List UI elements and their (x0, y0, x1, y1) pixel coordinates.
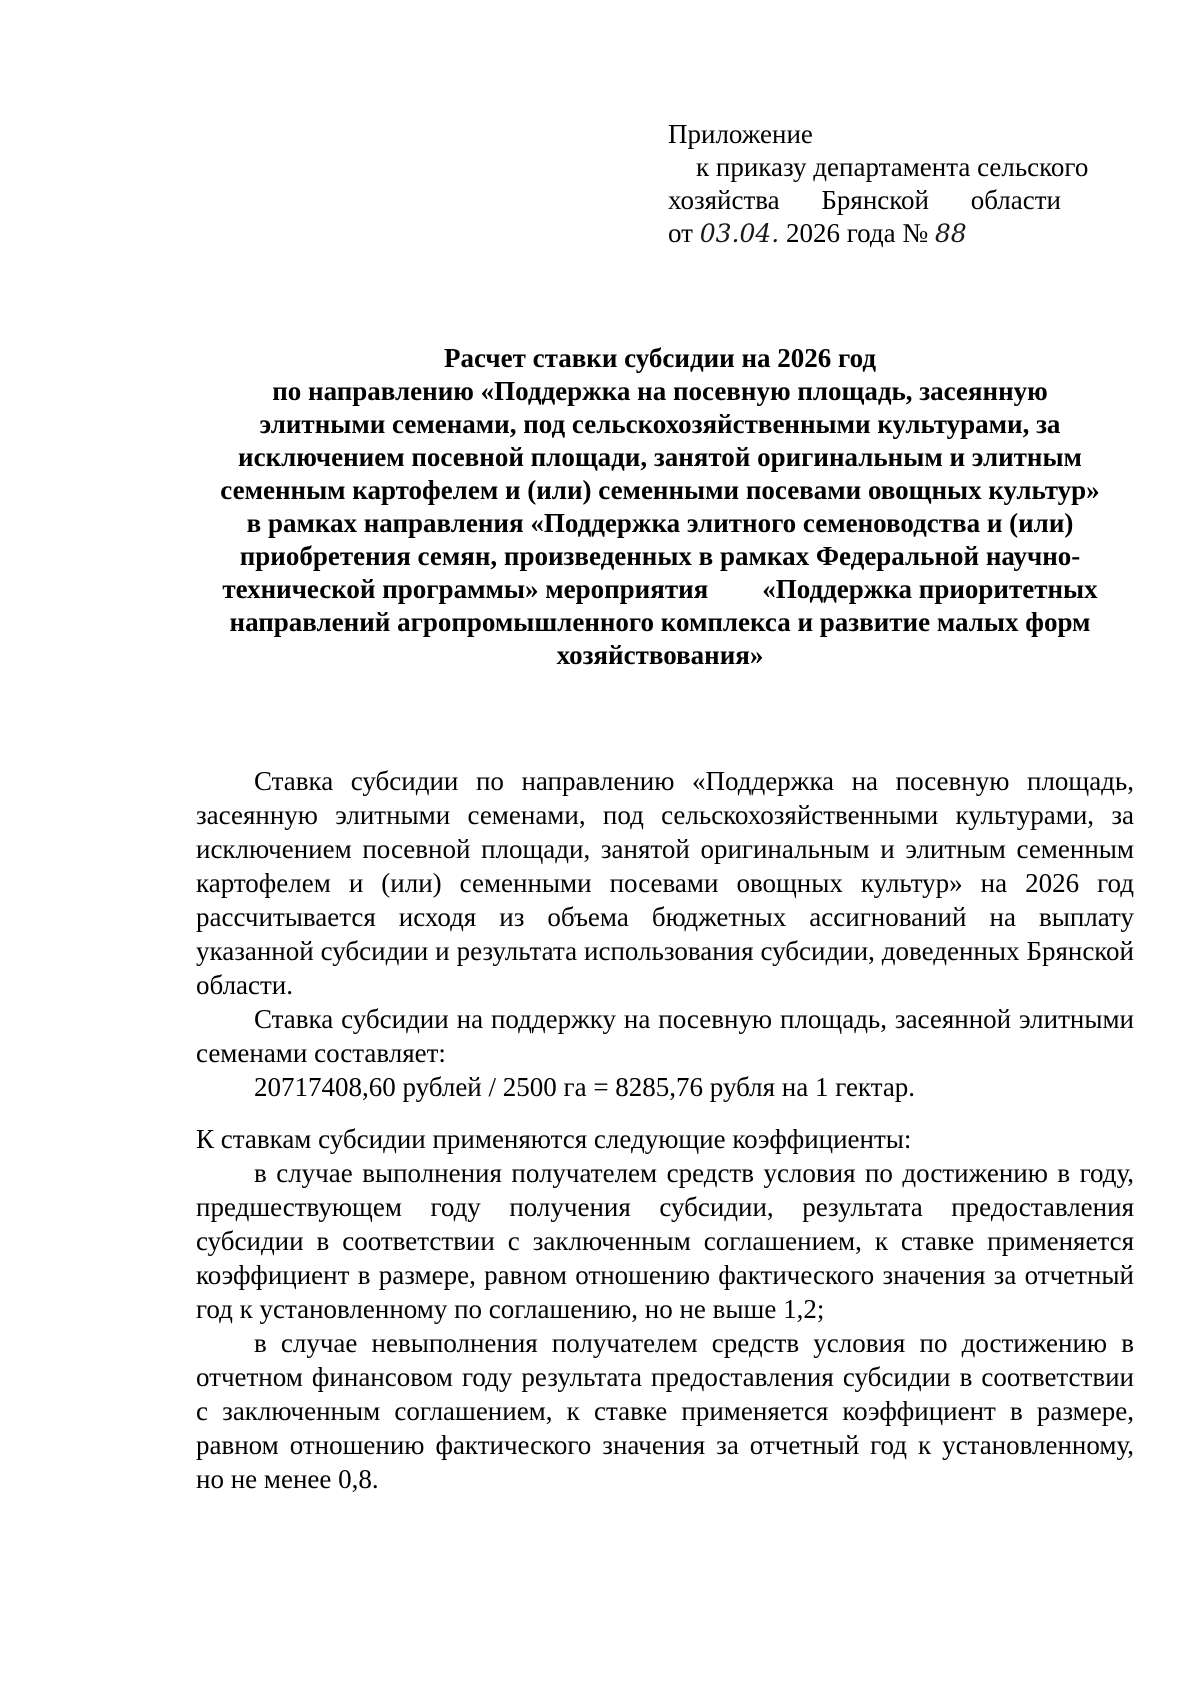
title-line-1: Расчет ставки субсидии на 2026 год (443, 343, 877, 373)
coefficients-intro: К ставкам субсидии применяются следующие коэффициенты: (196, 1124, 912, 1154)
rate-formula: 20717408,60 рублей / 2500 га = 8285,76 рубля на 1 гектар. (254, 1072, 916, 1102)
appendix-date-line (668, 217, 1108, 250)
document-body (196, 764, 1134, 1496)
title-line-3: элитными семенами, под сельскохозяйственными культурами, за (259, 409, 1061, 439)
appendix-order-line: к приказу департамента сельского (696, 152, 1089, 182)
title-line-8-part-1: технической программы» мероприятия (222, 574, 709, 604)
appendix-heading: Приложение (668, 119, 813, 149)
title-line-4: исключением посевной площади, занятой оригинальным и элитным (238, 442, 1082, 472)
appendix-word-2: Брянской (821, 185, 929, 215)
title-line-7: приобретения семян, произведенных в рамках Федеральной научно- (239, 541, 1081, 571)
paragraph-rate-statement: Ставка субсидии на поддержку на посевную площадь, засеянной элитными семенами составляет: (196, 1004, 1134, 1068)
title-line-10: хозяйствования» (556, 640, 764, 670)
title-line-6: в рамках направления «Поддержка элитного семеноводства и (или) (246, 508, 1074, 538)
date-prefix: от (668, 218, 693, 248)
appendix-department-line (668, 184, 1061, 217)
paragraph-coefficient-max: в случае выполнения получателем средств условия по достижению в году, предшествующем году получения субсидии, результата предоставления субсидии в соответствии с заключенным соглашением, к ставке применяется коэффициент в размере, равном отношению фактического значения за отчетный год к установленному по соглашению, но не выше 1,2; (196, 1158, 1134, 1324)
handwritten-order-number: 88 (934, 219, 967, 248)
date-year: 2026 года № (785, 218, 929, 248)
title-line-2: по направлению «Поддержка на посевную площадь, засеянную (272, 376, 1048, 406)
appendix-word-3: области (970, 185, 1061, 215)
paragraph-rate-basis: Ставка субсидии по направлению «Поддержка на посевную площадь, засеянную элитными семенами, под сельскохозяйственными культурами, за исключением посевной площади, занятой оригинальным и элитным семенным картофелем и (или) семенными посевами овощных культур» на 2026 год рассчитывается исходя из объема бюджетных ассигнований на выплату указанной субсидии и результата использования субсидии, доведенных Брянской области. (196, 766, 1134, 1000)
appendix-block (668, 118, 1108, 250)
title-line-8-part-2: «Поддержка приоритетных (762, 574, 1098, 604)
title-line-5: семенным картофелем и (или) семенными посевами овощных культур» (220, 475, 1100, 505)
paragraph-coefficient-min: в случае невыполнения получателем средств условия по достижению в отчетном финансовом году результата предоставления субсидии в соответствии с заключенным соглашением, к ставке применяется коэффициент в размере, равном отношению фактического значения за отчетный год к установленному, но не менее 0,8. (196, 1328, 1134, 1494)
title-line-8 (190, 573, 1130, 606)
document-title (190, 342, 1130, 672)
appendix-word-1: хозяйства (668, 185, 780, 215)
title-line-9: направлений агропромышленного комплекса и развитие малых форм (229, 607, 1091, 637)
handwritten-date: 03.04. (699, 219, 780, 248)
